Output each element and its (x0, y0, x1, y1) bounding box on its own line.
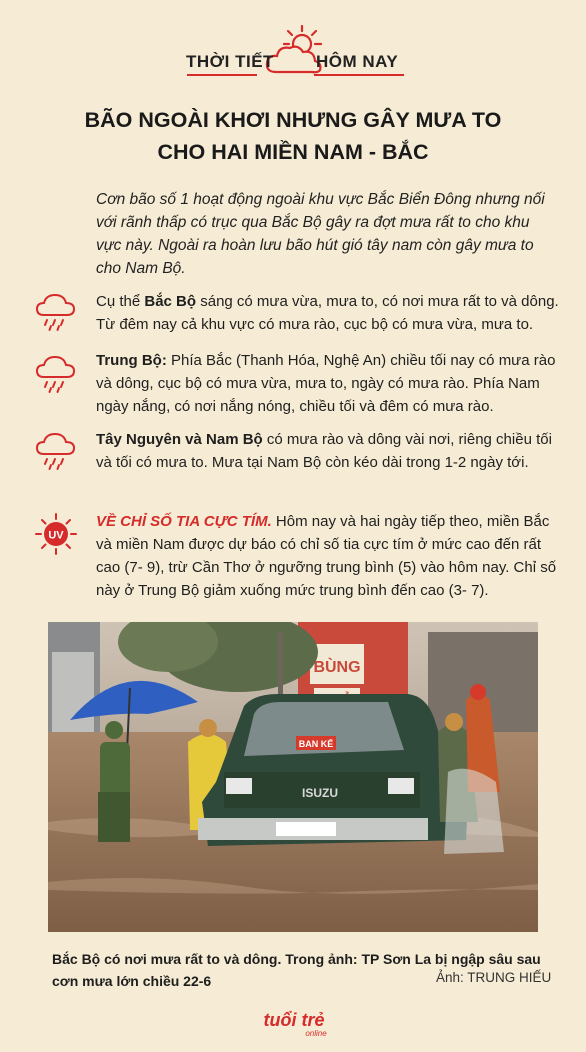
region-central-text: Phía Bắc (Thanh Hóa, Nghệ An) chiều tối nay có mưa rào và dông, cục bộ có mưa vừa, mưa to, ngày có mưa rào. Phía Nam ngày nắng, có nơi nắng nóng, chiều tối và đêm có mưa rào. (96, 352, 556, 415)
uv-icon-label: UV (48, 529, 64, 542)
uv-sun-icon (34, 512, 78, 556)
page-title (0, 104, 586, 168)
car-plate-sign: BAN KẾ (298, 739, 334, 749)
uv-section (96, 510, 566, 602)
tuoi-tre-logo (254, 1006, 334, 1038)
uv-heading: VỀ CHỈ SỐ TIA CỰC TÍM. (96, 513, 272, 530)
region-central-name: Trung Bộ: (96, 352, 167, 369)
region-south (96, 428, 566, 474)
car-brand-text: ISUZU (302, 786, 338, 800)
region-north-pre: Cụ thể (96, 293, 145, 310)
header-underline-left (187, 74, 257, 76)
region-south-name: Tây Nguyên và Nam Bộ (96, 431, 263, 448)
photo-credit: Ảnh: TRUNG HIẾU (436, 970, 552, 985)
region-central (96, 349, 566, 418)
header-underline-right (314, 74, 404, 76)
intro-paragraph: Cơn bão số 1 hoạt động ngoài khu vực Bắc Biển Đông nhưng nối với rãnh thấp có trục qua Bắc Bộ gây ra đợt mưa rất to cho khu vực này. Ngoài ra hoàn lưu bão hút gió tây nam còn gây mưa to cho Nam Bộ. (96, 191, 545, 277)
region-north (96, 290, 566, 336)
title-line2: CHO HAI MIỀN NAM - BẮC (157, 140, 429, 164)
region-north-text: sáng có mưa vừa, mưa to, có nơi mưa rất to và dông. Từ đêm nay cả khu vực có mưa rào, cục bộ có mưa vừa, mưa to. (96, 293, 559, 333)
uv-text: Hôm nay và hai ngày tiếp theo, miền Bắc và miền Nam được dự báo có chỉ số tia cực tím ở mức cao đến rất cao (7- 9), trừ Cần Thơ ở ngưỡng trung bình (5) vào hôm nay. Chỉ số này ở Trung Bộ giảm xuống mức trung bình đến cao (3- 7). (96, 513, 557, 599)
logo-main: tuổi trẻ (263, 1010, 325, 1030)
brand-right-label: HÔM NAY (316, 52, 399, 71)
shop-sign-1: BÙNG (313, 659, 361, 676)
photo-caption: Bắc Bộ có nơi mưa rất to và dông. Trong ảnh: TP Sơn La bị ngập sâu sau cơn mưa lớn chiều 22-6 (52, 951, 541, 989)
region-north-name: Bắc Bộ (144, 293, 197, 310)
flood-photo (48, 622, 538, 932)
region-south-text: có mưa rào và dông vài nơi, riêng chiều tối và tối có mưa to. Mưa tại Nam Bộ còn kéo dài trong 1-2 ngày tới. (96, 431, 552, 471)
rain-cloud-icon (34, 289, 78, 333)
rain-cloud-icon (34, 351, 78, 395)
title-line1: BÃO NGOÀI KHƠI NHƯNG GÂY MƯA TO (84, 108, 502, 132)
logo-sub: online (305, 1029, 327, 1038)
brand-left-label: THỜI TIẾT (186, 52, 274, 71)
rain-cloud-icon (34, 428, 78, 472)
